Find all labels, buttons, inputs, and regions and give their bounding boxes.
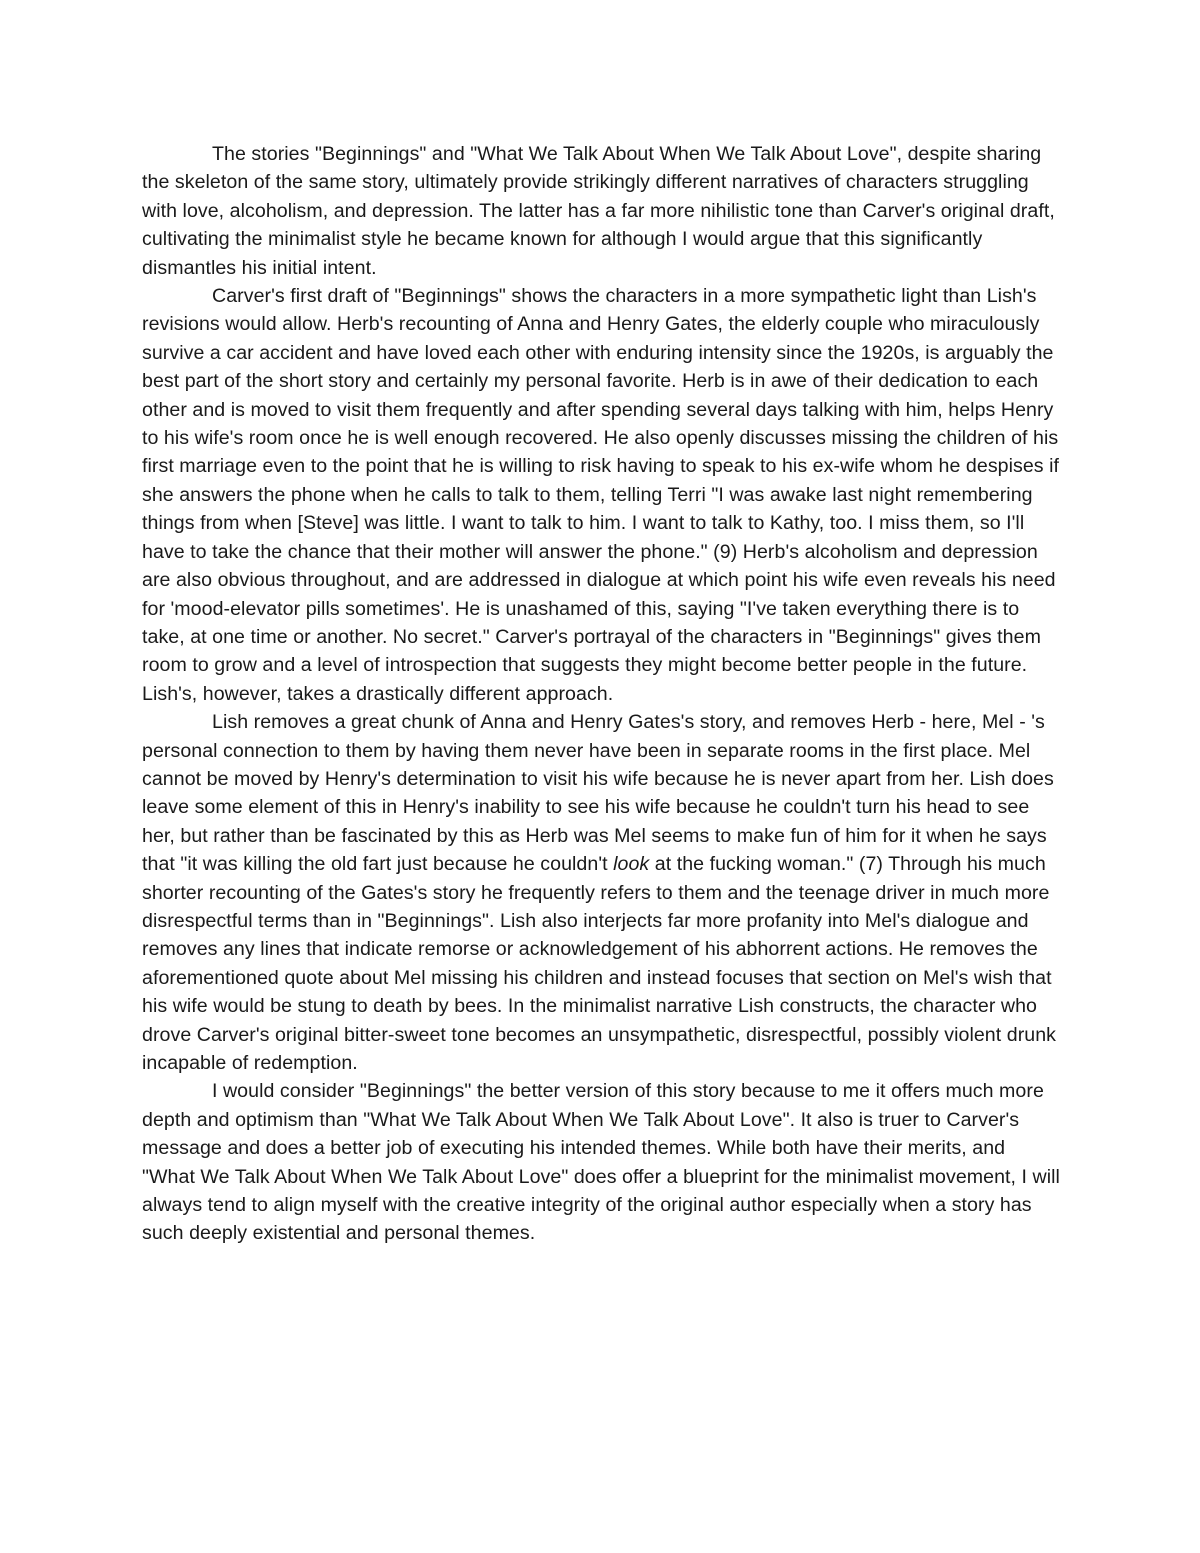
paragraph-1-text: The stories "Beginnings" and "What We Talk About When We Talk About Love", despite sharing the skeleton of the same story, ultimately provide strikingly different narratives of characters struggling with love, alcoholism, and depression. The latter has a far more nihilistic tone than Carver's original draft, cultivating the minimalist style he became known for although I would argue that this significantly dismantles his initial intent. xyxy=(142,143,1055,279)
paragraph-2-text: Carver's first draft of "Beginnings" shows the characters in a more sympathetic light than Lish's revisions would allow. Herb's recounting of Anna and Henry Gates, the elderly couple who miraculously survive a car accident and have loved each other with enduring intensity since the 1920s, is arguably the best part of the short story and certainly my personal favorite. Herb is in awe of their dedication to each other and is moved to visit them frequently and after spending several days talking with him, helps Henry to his wife's room once he is well enough recovered. He also openly discusses missing the children of his first marriage even to the point that he is willing to risk having to speak to his ex-wife whom he despises if she answers the phone when he calls to talk to them, telling Terri "I was awake last night remembering things from when [Steve] was little. I want to talk to him. I want to talk to Kathy, too. I miss them, so I'll have to take the chance that their mother will answer the phone." (9) Herb's alcoholism and depression are also obvious throughout, and are addressed in dialogue at which point his wife even reveals his need for 'mood-elevator pills sometimes'. He is unashamed of this, saying "I've taken everything there is to take, at one time or another. No secret." Carver's portrayal of the characters in "Beginnings" gives them room to grow and a level of introspection that suggests they might become better people in the future. Lish's, however, takes a drastically different approach. xyxy=(142,285,1060,705)
paragraph-3-text-part-2: at the fucking woman." (7) Through his much shorter recounting of the Gates's story he frequently refers to them and the teenage driver in much more disrespectful terms than in "Beginnings". Lish also interjects far more profanity into Mel's dialogue and removes any lines that indicate remorse or acknowledgement of his abhorrent actions. He removes the aforementioned quote about Mel missing his children and instead focuses that section on Mel's wish that his wife would be stung to death by bees. In the minimalist narrative Lish constructs, the character who drove Carver's original bitter-sweet tone becomes an unsympathetic, disrespectful, possibly violent drunk incapable of redemption. xyxy=(142,853,1057,1074)
essay-body xyxy=(142,140,1060,1248)
paragraph-4-text: I would consider "Beginnings" the better version of this story because to me it offers much more depth and optimism than "What We Talk About When We Talk About Love". It also is truer to Carver's message and does a better job of executing his intended themes. While both have their merits, and "What We Talk About When We Talk About Love" does offer a blueprint for the minimalist movement, I will always tend to align myself with the creative integrity of the original author especially when a story has such deeply existential and personal themes. xyxy=(142,1080,1060,1245)
paragraph-4 xyxy=(142,1077,1060,1247)
paragraph-3-italic-word: look xyxy=(613,853,650,876)
paragraph-2 xyxy=(142,282,1060,708)
paragraph-1 xyxy=(142,140,1060,282)
paragraph-3-text-part-1: Lish removes a great chunk of Anna and Henry Gates's story, and removes Herb - here, Mel - 's personal connection to them by having them never have been in separate rooms in the first place. Mel cannot be moved by Henry's determination to visit his wife because he is never apart from her. Lish does leave some element of this in Henry's inability to see his wife because he couldn't turn his head to see her, but rather than be fascinated by this as Herb was Mel seems to make fun of him for it when he says that "it was killing the old fart just because he couldn't xyxy=(142,711,1054,876)
paragraph-3 xyxy=(142,708,1060,1077)
